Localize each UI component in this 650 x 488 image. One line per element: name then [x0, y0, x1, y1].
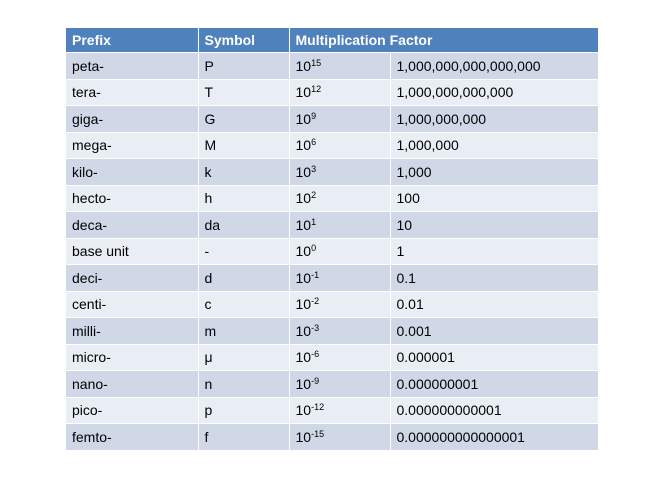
decimal-value-cell: 1,000: [390, 159, 598, 186]
power-of-ten-cell: [289, 371, 390, 398]
decimal-value-cell: 0.000000001: [390, 371, 598, 398]
header-row: [66, 28, 598, 53]
symbol-cell: n: [198, 371, 289, 398]
symbol-cell: f: [198, 424, 289, 451]
decimal-value-cell: 10: [390, 212, 598, 239]
power-base: 10: [295, 190, 312, 207]
prefix-cell: milli-: [66, 318, 198, 345]
symbol-cell: k: [198, 159, 289, 186]
prefix-cell: peta-: [66, 53, 198, 80]
symbol-cell: da: [198, 212, 289, 239]
prefix-cell: nano-: [66, 371, 198, 398]
power-of-ten-cell: [289, 53, 390, 80]
power-base: 10: [295, 84, 312, 101]
prefix-cell: deca-: [66, 212, 198, 239]
prefix-cell: centi-: [66, 291, 198, 318]
power-exponent: 1: [311, 216, 317, 227]
table-row: [66, 371, 598, 398]
power-exponent: -6: [311, 349, 320, 360]
power-base: 10: [295, 269, 312, 286]
power-base: 10: [295, 349, 312, 366]
decimal-value-cell: 0.000001: [390, 344, 598, 371]
decimal-value-cell: 0.01: [390, 291, 598, 318]
table-row: [66, 132, 598, 159]
symbol-cell: c: [198, 291, 289, 318]
power-of-ten-cell: [289, 397, 390, 424]
table-row: [66, 185, 598, 212]
power-of-ten-cell: [289, 132, 390, 159]
power-of-ten-cell: [289, 344, 390, 371]
header-symbol: Symbol: [198, 28, 289, 53]
table-row: [66, 79, 598, 106]
power-base: 10: [295, 137, 312, 154]
power-exponent: -15: [311, 428, 325, 439]
table-row: [66, 291, 598, 318]
power-base: 10: [295, 243, 312, 260]
power-of-ten-cell: [289, 265, 390, 292]
power-exponent: 15: [311, 57, 322, 68]
power-base: 10: [295, 110, 312, 127]
power-exponent: -2: [311, 296, 320, 307]
decimal-value-cell: 1: [390, 238, 598, 265]
power-exponent: -9: [311, 375, 320, 386]
table-row: [66, 159, 598, 186]
power-base: 10: [295, 428, 312, 445]
prefix-cell: mega-: [66, 132, 198, 159]
symbol-cell: M: [198, 132, 289, 159]
power-exponent: 6: [311, 137, 317, 148]
decimal-value-cell: 0.000000000000001: [390, 424, 598, 451]
symbol-cell: p: [198, 397, 289, 424]
table-row: [66, 424, 598, 451]
table-row: [66, 53, 598, 80]
power-exponent: -3: [311, 322, 320, 333]
prefix-cell: base unit: [66, 238, 198, 265]
table-row: [66, 397, 598, 424]
prefix-cell: tera-: [66, 79, 198, 106]
power-base: 10: [295, 163, 312, 180]
power-of-ten-cell: [289, 185, 390, 212]
table-body: [66, 53, 598, 451]
table-row: [66, 318, 598, 345]
header-prefix: Prefix: [66, 28, 198, 53]
decimal-value-cell: 1,000,000,000,000,000: [390, 53, 598, 80]
symbol-cell: m: [198, 318, 289, 345]
power-exponent: 0: [311, 243, 317, 254]
power-of-ten-cell: [289, 238, 390, 265]
symbol-cell: T: [198, 79, 289, 106]
symbol-cell: G: [198, 106, 289, 133]
table-row: [66, 238, 598, 265]
symbol-cell: -: [198, 238, 289, 265]
power-base: 10: [295, 57, 312, 74]
symbol-cell: d: [198, 265, 289, 292]
power-base: 10: [295, 375, 312, 392]
symbol-cell: h: [198, 185, 289, 212]
decimal-value-cell: 0.1: [390, 265, 598, 292]
table-row: [66, 106, 598, 133]
power-exponent: -1: [311, 269, 320, 280]
power-base: 10: [295, 216, 312, 233]
symbol-cell: μ: [198, 344, 289, 371]
power-of-ten-cell: [289, 424, 390, 451]
table-row: [66, 265, 598, 292]
power-of-ten-cell: [289, 79, 390, 106]
power-of-ten-cell: [289, 291, 390, 318]
prefix-cell: femto-: [66, 424, 198, 451]
power-base: 10: [295, 322, 312, 339]
prefix-cell: kilo-: [66, 159, 198, 186]
power-exponent: 2: [311, 190, 317, 201]
prefix-cell: hecto-: [66, 185, 198, 212]
power-exponent: 3: [311, 163, 317, 174]
power-of-ten-cell: [289, 159, 390, 186]
power-base: 10: [295, 402, 312, 419]
decimal-value-cell: 1,000,000,000,000: [390, 79, 598, 106]
power-of-ten-cell: [289, 106, 390, 133]
decimal-value-cell: 0.001: [390, 318, 598, 345]
power-exponent: -12: [311, 402, 325, 413]
si-prefix-table: [66, 28, 598, 451]
decimal-value-cell: 100: [390, 185, 598, 212]
prefix-cell: deci-: [66, 265, 198, 292]
prefix-cell: micro-: [66, 344, 198, 371]
power-of-ten-cell: [289, 212, 390, 239]
power-of-ten-cell: [289, 318, 390, 345]
decimal-value-cell: 0.000000000001: [390, 397, 598, 424]
header-multiplication-factor: Multiplication Factor: [289, 28, 598, 53]
power-exponent: 9: [311, 110, 317, 121]
decimal-value-cell: 1,000,000,000: [390, 106, 598, 133]
decimal-value-cell: 1,000,000: [390, 132, 598, 159]
prefix-cell: giga-: [66, 106, 198, 133]
table-row: [66, 212, 598, 239]
table-row: [66, 344, 598, 371]
prefix-cell: pico-: [66, 397, 198, 424]
symbol-cell: P: [198, 53, 289, 80]
power-base: 10: [295, 296, 312, 313]
power-exponent: 12: [311, 84, 322, 95]
